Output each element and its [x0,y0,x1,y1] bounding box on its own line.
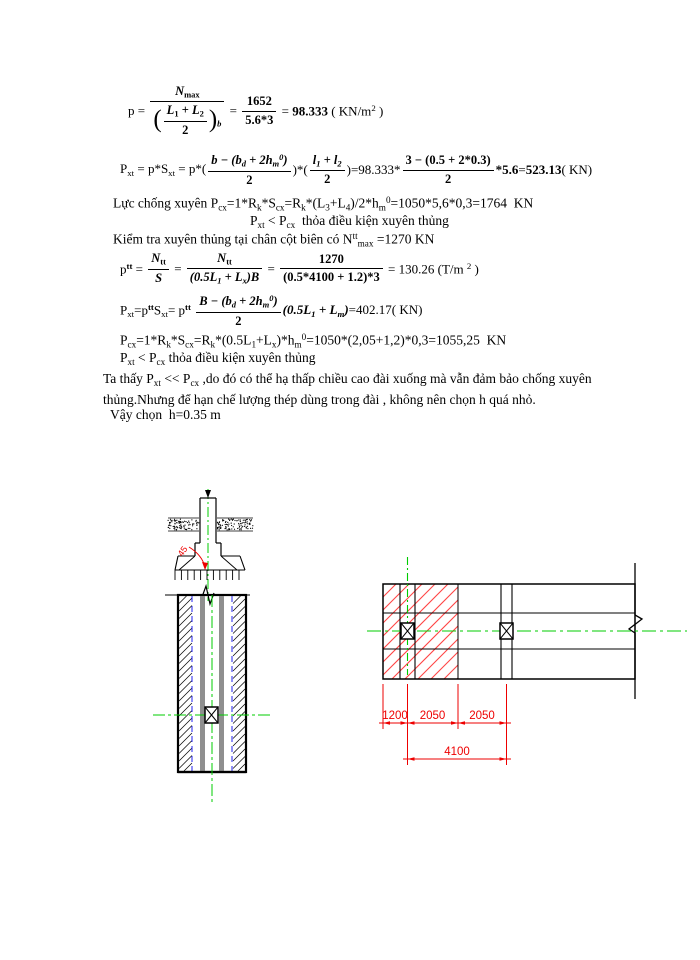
formula-punching-force-1: $P_{xt} = p*S_{xt} = p*$( $\frac{b - (b_d + 2h_m^0)}{2}$ )*( $\frac{l_1 + l_2}{2}$ )=98.333* $\frac{3 - (0.5 + 2*0.3)}{2}$ *5.6=523.13( KN) [120,152,593,187]
pile-wall-left [200,596,205,772]
footing [175,556,245,580]
text-conclusion: Ta thấy $P_{xt} << P_{cx}$ ,do đó có thể hạ thấp chiều cao đài xuống mà vẫn đảm bảo chống xuyên thủng.Nhưng để hạn chế lượng thép dùng trong đài , không nên chọn h quá nhỏ. [103,371,592,407]
punching-cone-right [221,556,237,570]
load-arrow-icon [205,490,211,498]
angle-label: 45 [175,544,190,559]
text-condition-check-1: $P_{xt} < P_{cx}$ thỏa điều kiện xuyên thủng [250,213,449,230]
formula-punching-force-2: $P_{xt}=p^{tt}S_{xt}= p^{tt}$ $\frac{B - (b_d + 2h_m^0)}{2}$ $(0.5L_1 + L_m)=402.17$( KN) [120,293,423,328]
dim-label-1200: 1200 [382,710,408,722]
text-punching-resistance-1: Lực chống xuyên $P_{cx}=1*R_k*S_{cx}=R_k*(L_3+L_4)/2*h_m^0=1050*5,6*0,3=1764$ KN [113,195,534,213]
footing-bottom-ticks [175,570,239,580]
ground-hatch [168,518,254,531]
ground-stipple-left [168,519,200,531]
text-chosen-height: Vậy chọn h=0.35 m [110,407,221,422]
column-marker [205,707,218,723]
elevation-drawing [145,483,280,813]
dim-label-4100: 4100 [444,746,470,758]
angle-arc [189,547,205,567]
column-marker-2 [500,623,513,639]
dim-labels [382,710,495,758]
formula-soil-pressure: p = $N_{max}$ ( $\frac{L_1 + L_2}{2}$ )$_b$ = $\frac{1652}{5.6*3}$ = 98.333 ( $KN/m^2$ ) [128,84,384,137]
dimensions [379,684,511,765]
pile-hatch-right [233,596,245,771]
punching-cone-left [179,556,195,570]
dim-label-2050b: 2050 [469,710,495,722]
text-edge-column-check: Kiểm tra xuyên thủng tại chân cột biên có $N^{tt}_{max} =1270$ KN [113,231,435,249]
angle-arrowhead-icon [202,562,208,570]
dim-label-2050a: 2050 [419,710,446,722]
pile-centerlines [153,595,271,805]
plan-drawing [365,553,690,768]
pile-hatch-left [179,596,192,771]
text-condition-check-2: $P_{xt} < P_{cx}$ thỏa điều kiện xuyên thủng [120,350,316,367]
text-punching-resistance-2: $P_{cx}=1*R_k*S_{cx}=R_k*(0.5L_1+L_x)*h_m^0=1050*(2,05+1,2)*0,3=1055,25$ KN [120,332,507,350]
column-marker-1 [401,623,414,639]
angle-annotation [176,544,208,570]
formula-edge-pressure: $p^{tt}$ = $\frac{N_{tt}}{S}$ = $\frac{N_{tt}}{(0.5L_1 + L_x)B}$ = $\frac{1270}{(0.5*4100 + 1.2)*3}$ = 130.26 (T/m $^2$ ) [120,251,479,287]
pile-wall-right [219,596,224,772]
ground-stipple-right [217,519,254,531]
